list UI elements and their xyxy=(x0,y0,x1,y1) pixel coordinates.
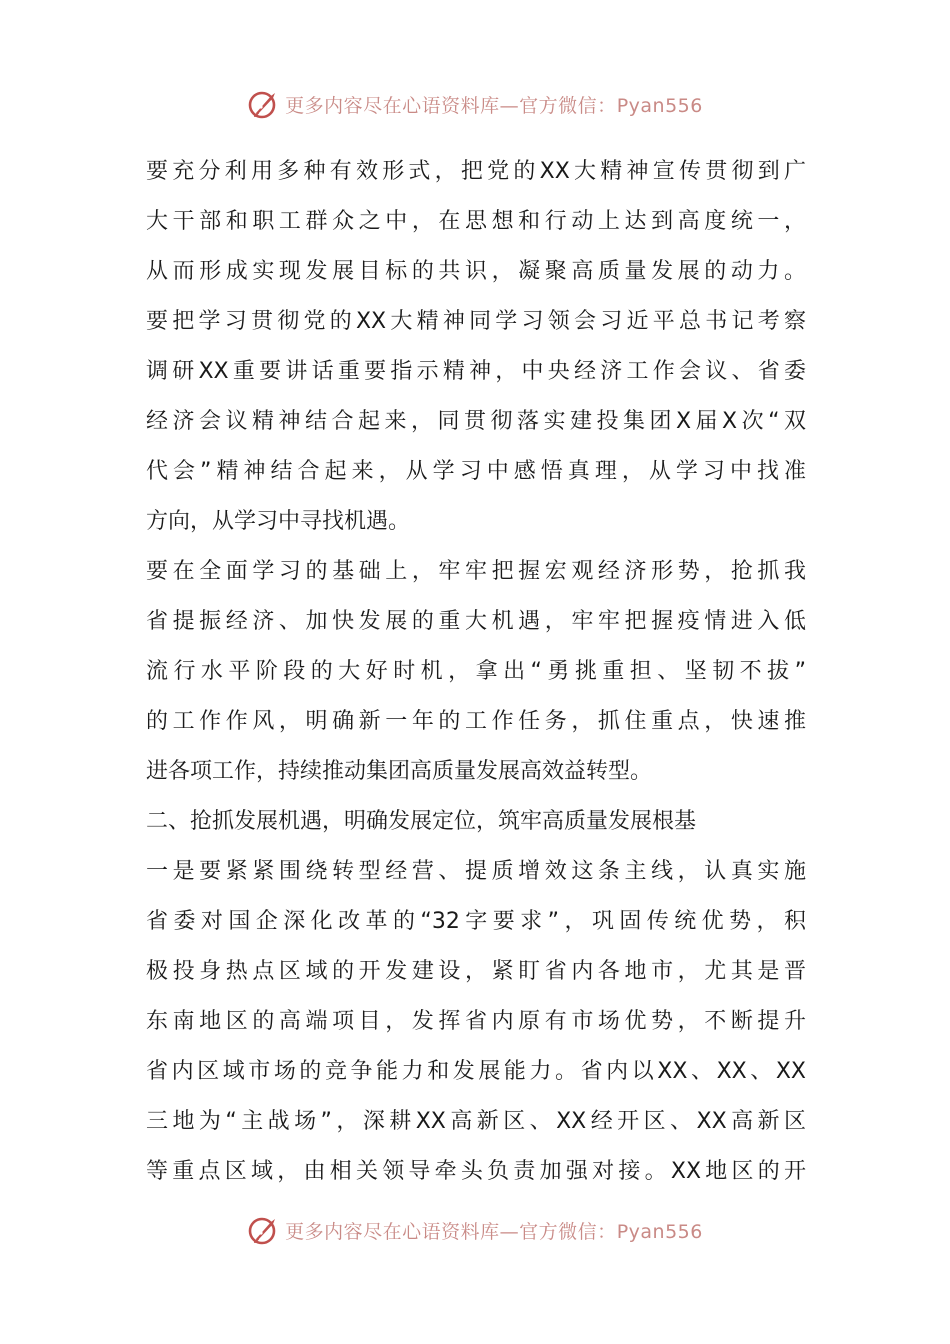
banner-label: 官方微信： xyxy=(519,1220,617,1243)
text-line: 要把学习贯彻党的XX大精神同学习领会习近平总书记考察 xyxy=(146,309,806,334)
text-line: 经济会议精神结合起来，同贯彻落实建投集团X届X次“双 xyxy=(146,409,806,434)
text-line: 三地为“主战场”，深耕XX高新区、XX经开区、XX高新区 xyxy=(146,1109,806,1134)
banner-text xyxy=(285,91,703,118)
pen-nib-circle-icon xyxy=(247,1213,281,1247)
text-line: 方向，从学习中寻找机遇。 xyxy=(146,509,411,534)
text-line: 极投身热点区域的开发建设，紧盯省内各地市，尤其是晋 xyxy=(146,959,806,984)
banner-separator: — xyxy=(499,1220,520,1243)
text-line: 一是要紧紧围绕转型经营、提质增效这条主线，认真实施 xyxy=(146,859,806,884)
document-body xyxy=(146,147,806,1197)
footer-banner xyxy=(0,1210,950,1250)
text-line: 省内区域市场的竞争能力和发展能力。省内以XX、XX、XX xyxy=(146,1059,806,1084)
text-line: 二、抢抓发展机遇，明确发展定位，筑牢高质量发展根基 xyxy=(146,809,697,834)
text-line: 代会”精神结合起来，从学习中感悟真理，从学习中找准 xyxy=(146,459,806,484)
text-line: 大干部和职工群众之中，在思想和行动上达到高度统一， xyxy=(146,209,806,234)
pen-nib-circle-icon xyxy=(247,87,281,121)
text-line: 东南地区的高端项目，发挥省内原有市场优势，不断提升 xyxy=(146,1009,806,1034)
banner-cn: 更多内容尽在心语资料库 xyxy=(285,1220,500,1243)
banner-text xyxy=(285,1217,703,1244)
header-banner xyxy=(0,84,950,124)
text-line: 省提振经济、加快发展的重大机遇，牢牢把握疫情进入低 xyxy=(146,609,806,634)
text-line: 的工作作风，明确新一年的工作任务，抓住重点，快速推 xyxy=(146,709,806,734)
banner-wechat-id: Pyan556 xyxy=(616,1220,703,1243)
banner-cn: 更多内容尽在心语资料库 xyxy=(285,94,500,117)
text-line: 流行水平阶段的大好时机，拿出“勇挑重担、坚韧不拔” xyxy=(146,659,806,684)
text-line: 等重点区域，由相关领导牵头负责加强对接。XX地区的开 xyxy=(146,1159,806,1184)
text-line: 要充分利用多种有效形式，把党的XX大精神宣传贯彻到广 xyxy=(146,159,806,184)
text-line: 省委对国企深化改革的“32字要求”，巩固传统优势，积 xyxy=(146,909,806,934)
banner-wechat-id: Pyan556 xyxy=(616,94,703,117)
text-line: 调研XX重要讲话重要指示精神，中央经济工作会议、省委 xyxy=(146,359,806,384)
banner-separator: — xyxy=(499,94,520,117)
text-line: 从而形成实现发展目标的共识，凝聚高质量发展的动力。 xyxy=(146,259,806,284)
text-line: 要在全面学习的基础上，牢牢把握宏观经济形势，抢抓我 xyxy=(146,559,806,584)
banner-label: 官方微信： xyxy=(519,94,617,117)
text-line: 进各项工作，持续推动集团高质量发展高效益转型。 xyxy=(146,759,653,784)
